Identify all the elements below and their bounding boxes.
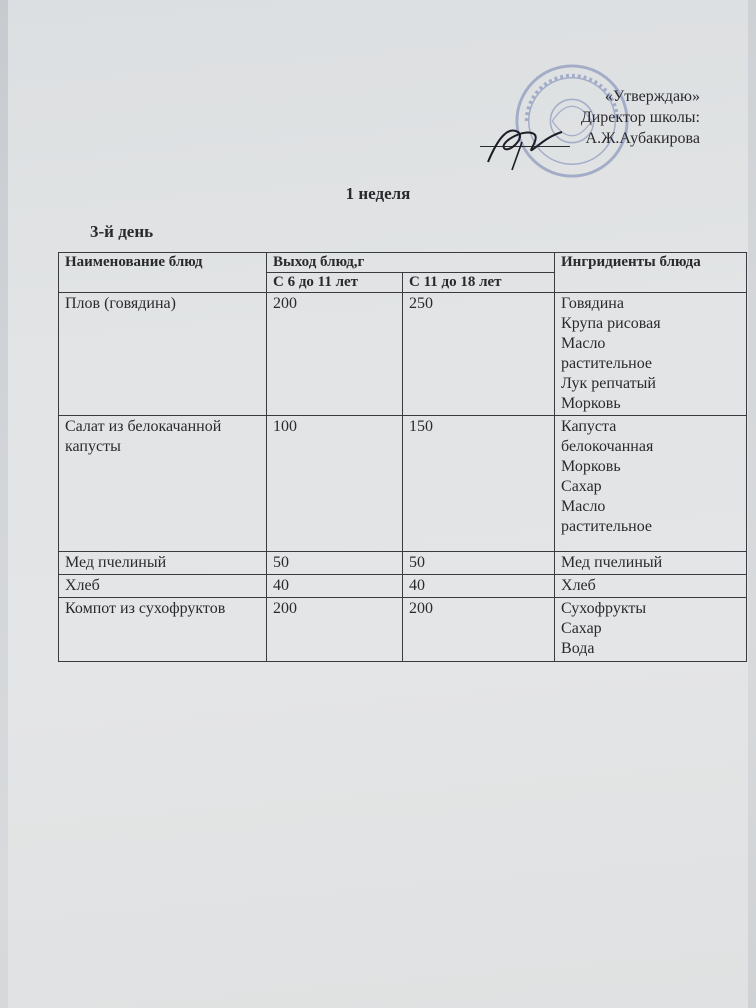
header-ingredients: Ингридиенты блюда <box>555 253 747 293</box>
ingredient: Сахар <box>561 620 602 637</box>
table-row <box>59 293 747 416</box>
table-header-row <box>59 253 747 273</box>
dish-name: Салат из белокачанной капусты <box>59 416 267 552</box>
portion-6-11: 200 <box>267 598 403 662</box>
dish-name: Мед пчелиный <box>59 552 267 575</box>
ingredient: Мед пчелиный <box>561 554 663 571</box>
header-output: Выход блюд,г <box>267 253 555 273</box>
ingredient: белокочанная <box>561 438 654 455</box>
portion-6-11: 40 <box>267 575 403 598</box>
ingredient: Масло <box>561 335 606 352</box>
table-row <box>59 552 747 575</box>
signature-icon <box>478 118 568 174</box>
header-age-11-18: С 11 до 18 лет <box>403 273 555 293</box>
ingredient: Сахар <box>561 478 602 495</box>
portion-11-18: 50 <box>403 552 555 575</box>
ingredient: Морковь <box>561 395 621 412</box>
ingredients-cell <box>555 293 747 416</box>
ingredients-cell <box>555 598 747 662</box>
ingredient: Сухофрукты <box>561 600 647 617</box>
table-row <box>59 416 747 552</box>
ingredient: Вода <box>561 640 595 657</box>
ingredient: Морковь <box>561 458 621 475</box>
ingredient: растительное <box>561 518 653 535</box>
ingredient: Масло <box>561 498 606 515</box>
approval-title: «Утверждаю» <box>604 88 700 105</box>
ingredient: растительное <box>561 355 653 372</box>
portion-6-11: 200 <box>267 293 403 416</box>
ingredient: Говядина <box>561 295 624 312</box>
portion-6-11: 50 <box>267 552 403 575</box>
week-title: 1 неделя <box>345 184 411 203</box>
portion-11-18: 250 <box>403 293 555 416</box>
menu-table <box>58 252 747 662</box>
ingredient: Хлеб <box>561 577 596 594</box>
dish-name: Компот из сухофруктов <box>59 598 267 662</box>
portion-6-11: 100 <box>267 416 403 552</box>
approval-position: Директор школы: <box>580 109 700 126</box>
portion-11-18: 200 <box>403 598 555 662</box>
dish-name: Плов (говядина) <box>59 293 267 416</box>
ingredient: Капуста <box>561 418 617 435</box>
approval-block <box>581 86 700 149</box>
table-row <box>59 575 747 598</box>
table-row <box>59 598 747 662</box>
portion-11-18: 40 <box>403 575 555 598</box>
ingredient: Лук репчатый <box>561 375 656 392</box>
dish-name: Хлеб <box>59 575 267 598</box>
ingredients-cell <box>555 552 747 575</box>
approval-name: А.Ж.Аубакирова <box>585 130 700 147</box>
portion-11-18: 150 <box>403 416 555 552</box>
ingredients-cell <box>555 575 747 598</box>
ingredient: Крупа рисовая <box>561 315 661 332</box>
ingredients-cell <box>555 416 747 552</box>
header-dish-name: Наименование блюд <box>59 253 267 293</box>
day-title: 3-й день <box>90 222 154 241</box>
header-age-6-11: С 6 до 11 лет <box>267 273 403 293</box>
